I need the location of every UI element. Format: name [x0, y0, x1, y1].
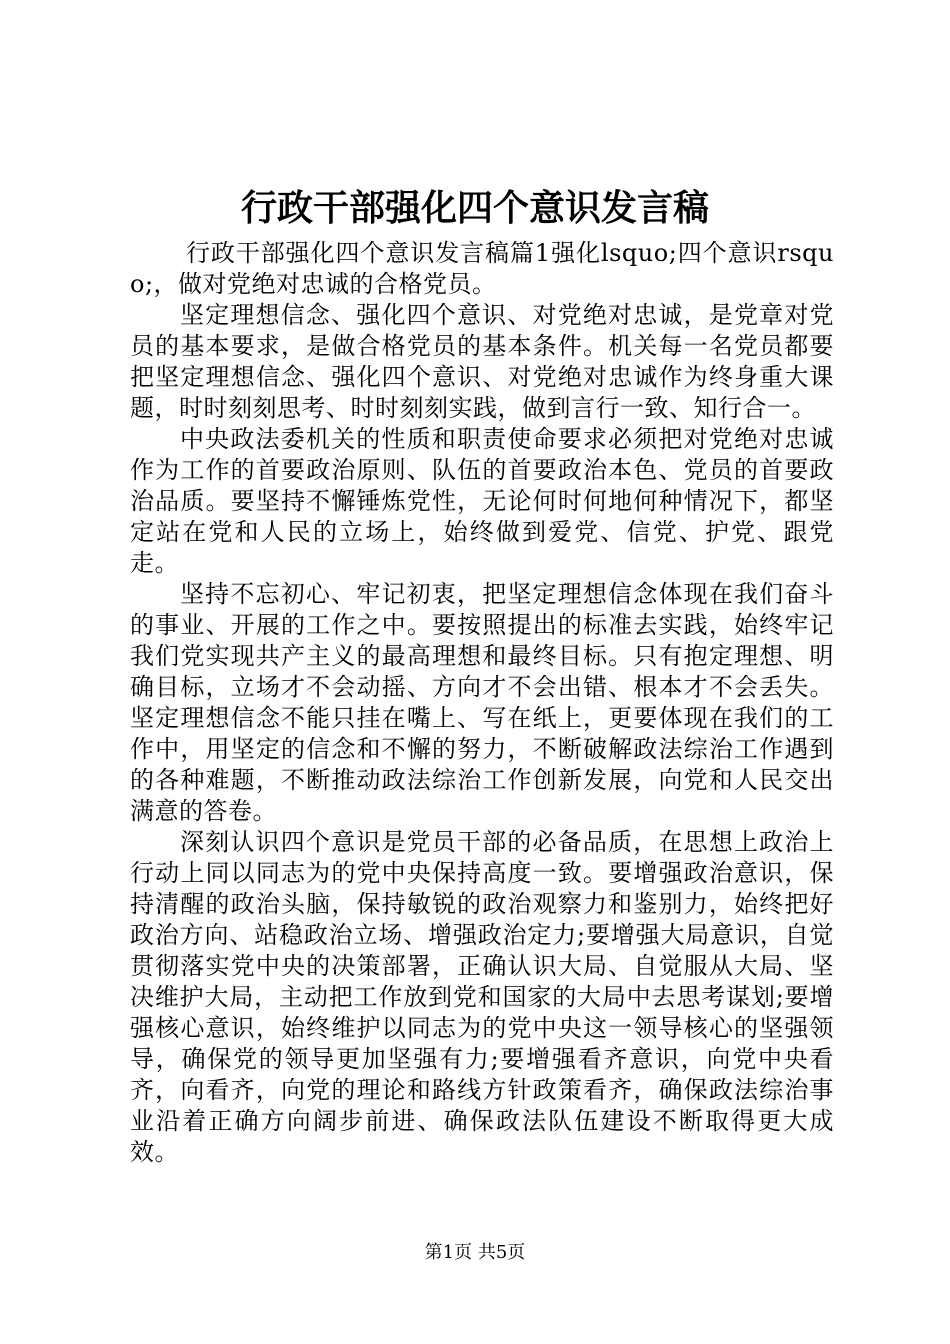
- paragraph-3: 中央政法委机关的性质和职责使命要求必须把对党绝对忠诚作为工作的首要政治原则、队伍的首要政治本色、党员的首要政治品质。要坚持不懈锤炼党性，无论何时何地何种情况下，都坚定站在党和人民的立场上，始终做到爱党、信党、护党、跟党走。: [130, 425, 834, 577]
- paragraph-2: 坚定理想信念、强化四个意识、对党绝对忠诚，是党章对党员的基本要求，是做合格党员的基本条件。机关每一名党员都要把坚定理想信念、强化四个意识、对党绝对忠诚作为终身重大课题，时时刻刻思考、时时刻刻实践，做到言行一致、知行合一。: [130, 301, 834, 422]
- paragraph-4: 坚持不忘初心、牢记初衷，把坚定理想信念体现在我们奋斗的事业、开展的工作之中。要按照提出的标准去实践，始终牢记我们党实现共产主义的最高理想和最终目标。只有抱定理想、明确目标，立场才不会动摇、方向才不会出错、根本才不会丢失。坚定理想信念不能只挂在嘴上、写在纸上，更要体现在我们的工作中，用坚定的信念和不懈的努力，不断破解政法综治工作遇到的各种难题，不断推动政法综治工作创新发展，向党和人民交出满意的答卷。: [130, 580, 834, 825]
- paragraph-5: 深刻认识四个意识是党员干部的必备品质，在思想上政治上行动上同以同志为的党中央保持高度一致。要增强政治意识，保持清醒的政治头脑，保持敏锐的政治观察力和鉴别力，始终把好政治方向、站稳政治立场、增强政治定力;要增强大局意识，自觉贯彻落实党中央的决策部署，正确认识大局、自觉服从大局、坚决维护大局，主动把工作放到党和国家的大局中去思考谋划;要增强核心意识，始终维护以同志为的党中央这一领导核心的坚强领导，确保党的领导更加坚强有力;要增强看齐意识，向党中央看齐，向看齐，向党的理论和路线方针政策看齐，确保政法综治事业沿着正确方向阔步前进、确保政法队伍建设不断取得更大成效。: [130, 828, 834, 1166]
- document-title: 行政干部强化四个意识发言稿: [240, 187, 709, 229]
- page-number-footer: 第1页 共5页: [424, 1242, 526, 1263]
- document-body: [130, 238, 834, 1168]
- paragraph-1: 行政干部强化四个意识发言稿篇1强化lsquo;四个意识rsquo;，做对党绝对忠诚的合格党员。: [130, 239, 834, 298]
